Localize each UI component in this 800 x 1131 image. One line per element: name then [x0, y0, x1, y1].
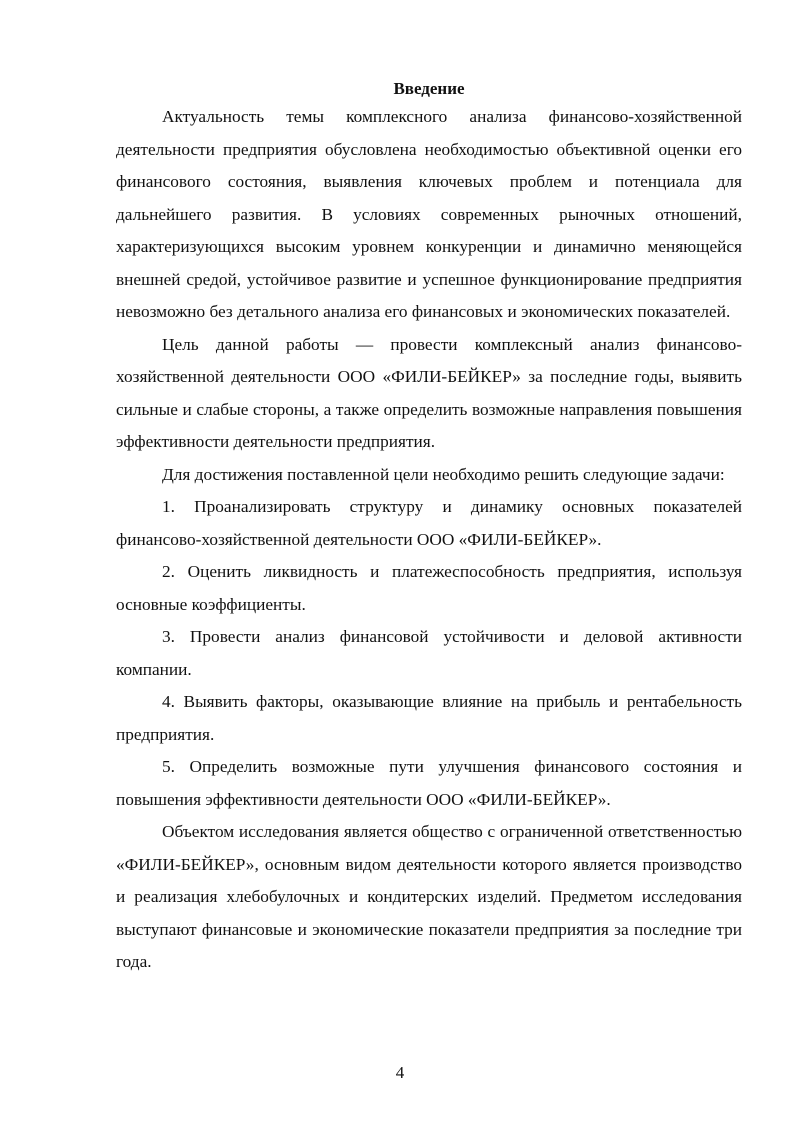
task-item-4: 4. Выявить факторы, оказывающие влияние на прибыль и рентабельность предприятия. [116, 692, 742, 744]
paragraph-tasks-intro: Для достижения поставленной цели необходимо решить следующие задачи: [162, 464, 725, 484]
section-heading: Введение [393, 79, 465, 98]
paragraph-goal: Цель данной работы — провести комплексный анализ финансово-хозяйственной деятельности ООО «ФИЛИ-БЕЙКЕР» за последние годы, выявить сильные и слабые стороны, а также определить возможные направления повышения эффективности деятельности предприятия. [116, 334, 742, 451]
document-body [116, 78, 742, 979]
task-item-5: 5. Определить возможные пути улучшения финансового состояния и повышения эффективности деятельности ООО «ФИЛИ-БЕЙКЕР». [116, 757, 742, 809]
paragraph-relevance: Актуальность темы комплексного анализа финансово-хозяйственной деятельности предприятия обусловлена необходимостью объективной оценки его финансового состояния, выявления ключевых проблем и потенциала для дальнейшего развития. В условиях современных рыночных отношений, характеризующихся высоким уровнем конкуренции и динамично меняющейся внешней средой, устойчивое развитие и успешное функционирование предприятия невозможно без детального анализа его финансовых и экономических показателей. [116, 107, 742, 321]
task-item-3: 3. Провести анализ финансовой устойчивости и деловой активности компании. [116, 627, 742, 679]
paragraph-object-subject: Объектом исследования является общество с ограниченной ответственностью «ФИЛИ-БЕЙКЕР», основным видом деятельности которого является производство и реализация хлебобулочных и кондитерских изделий. Предметом исследования выступают финансовые и экономические показатели предприятия за последние три года. [116, 822, 742, 971]
task-item-2: 2. Оценить ликвидность и платежеспособность предприятия, используя основные коэффициенты. [116, 562, 742, 614]
page-number: 4 [395, 1063, 405, 1082]
task-item-1: 1. Проанализировать структуру и динамику основных показателей финансово-хозяйственной деятельности ООО «ФИЛИ-БЕЙКЕР». [116, 497, 742, 549]
